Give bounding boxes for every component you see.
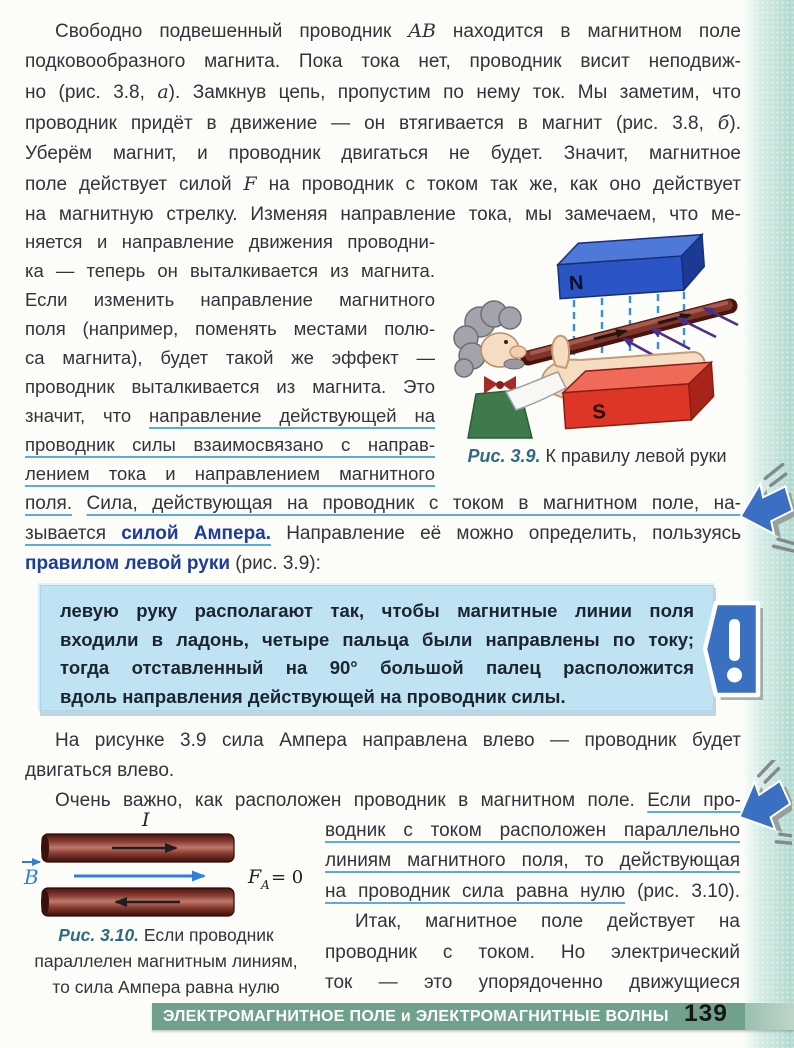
text-line: Итак, магнитное поле действует на: [355, 911, 740, 933]
text-line: Очень важно, как расположен проводник в магнитном поле. Если про-: [55, 790, 741, 811]
margin-arrow-icon: [734, 760, 792, 861]
text-line: ток — это упорядоченно движущиеся: [325, 972, 740, 994]
force-symbol: F: [248, 866, 262, 888]
text-line: Рис. 3.9. К правилу левой руки: [467, 446, 727, 466]
text-line: но (рис. 3.8, а). Замкнув цепь, пропустим по нему ток. Мы заметим, что: [25, 81, 741, 103]
bottom-conductor: [41, 888, 234, 916]
text-line: лением тока и направлением магнитного: [25, 463, 435, 484]
text-line: входили в ладонь, четыре пальца были направлены по току;: [60, 628, 694, 650]
paragraph-ampere-force: [25, 489, 741, 579]
text-line: Если изменить направление магнитного: [25, 289, 435, 310]
current-label: I: [142, 810, 150, 831]
callout-text: [60, 597, 694, 711]
figure-3-10-illustration: [12, 810, 320, 918]
top-conductor: [41, 834, 234, 862]
text-line: на магнитную стрелку. Изменяя направление тока, мы замечаем, что ме-: [25, 204, 741, 225]
chapter-title: ЭЛЕКТРОМАГНИТНОЕ ПОЛЕ и ЭЛЕКТРОМАГНИТНЫЕ ВОЛНЫ: [163, 1008, 669, 1025]
paragraph-left-column: [25, 227, 435, 488]
text-line: параллелен магнитным линиям,: [34, 951, 298, 971]
text-line: няется и направление движения проводни-: [25, 231, 435, 252]
field-vector: [22, 862, 204, 889]
text-line: Рис. 3.10. Если проводник: [58, 925, 274, 945]
text-line: проводник с током. Но электрический: [325, 941, 740, 963]
exclamation-icon: [702, 595, 768, 705]
text-line: на проводник сила равна нулю (рис. 3.10).: [325, 880, 740, 902]
text-line: подковообразного магнита. Пока тока нет, проводник висит неподвиж-: [25, 51, 741, 72]
magnet-south: [562, 362, 716, 428]
text-line: са магнита), будет такой же эффект —: [25, 347, 435, 368]
figure-3-9-caption: [446, 444, 748, 468]
text-line: двигаться влево.: [25, 760, 175, 781]
text-line: проводник придёт в движение — он втягивается в магнит (рис. 3.8, б).: [25, 112, 741, 134]
text-line: линиям магнитного поля, то действующая: [325, 850, 740, 872]
force-subscript: A: [261, 878, 270, 892]
pole-n-label: N: [568, 272, 585, 295]
force-equation: [247, 866, 303, 892]
left-hand-rule-callout: [38, 583, 714, 711]
figure-3-9-illustration: [446, 226, 748, 440]
footer-bar-light-end: [745, 1003, 794, 1030]
chapter-footer-bar: [152, 1000, 794, 1030]
text-line: вдоль направления действующей на проводник силы.: [60, 685, 566, 707]
text-line: тогда отставленный на 90° большой палец расположится: [60, 657, 694, 678]
text-line: поле действует силой F на проводник с током так же, как оно действует: [25, 173, 741, 195]
text-line: зывается силой Ампера. Направление её можно определить, пользуясь: [25, 523, 742, 544]
field-label: B: [24, 865, 39, 889]
figure-3-10: [12, 810, 320, 997]
text-line: левую руку располагают так, чтобы магнитные линии поля: [60, 600, 694, 621]
page-number: 139: [684, 1000, 728, 1027]
text-line: значит, что направление действующей на: [25, 405, 435, 426]
margin-arrow-icon: [736, 463, 794, 564]
text-line: правилом левой руки (рис. 3.9):: [25, 553, 321, 574]
text-line: водник с током расположен параллельно: [325, 820, 740, 841]
figure-3-9: [446, 226, 748, 466]
pole-s-label: S: [591, 400, 607, 424]
text-line: Свободно подвешенный проводник AB находится в магнитном поле: [55, 20, 741, 42]
paragraph-result: [25, 726, 741, 816]
text-line: На рисунке 3.9 сила Ампера направлена влево — проводник будет: [55, 730, 741, 751]
text-line: поля (например, поменять местами полю-: [25, 318, 435, 339]
text-line: ка — теперь он выталкивается из магнита.: [25, 260, 435, 281]
figure-3-10-caption: [12, 922, 320, 1000]
paragraph-right-column: [325, 816, 740, 998]
text-line: проводник выталкивается из магнита. Это: [25, 376, 435, 397]
force-value: = 0: [271, 867, 304, 888]
text-line: проводник силы взаимосвязано с направ-: [25, 434, 435, 455]
paragraph-intro: [25, 16, 741, 230]
text-line: поля. Сила, действующая на проводник с током в магнитном поле, на-: [25, 493, 741, 514]
text-line: Уберём магнит, и проводник двигаться не будет. Значит, магнитное: [25, 143, 741, 164]
magnet-north: [556, 235, 705, 299]
text-line: то сила Ампера равна нулю: [52, 977, 280, 997]
